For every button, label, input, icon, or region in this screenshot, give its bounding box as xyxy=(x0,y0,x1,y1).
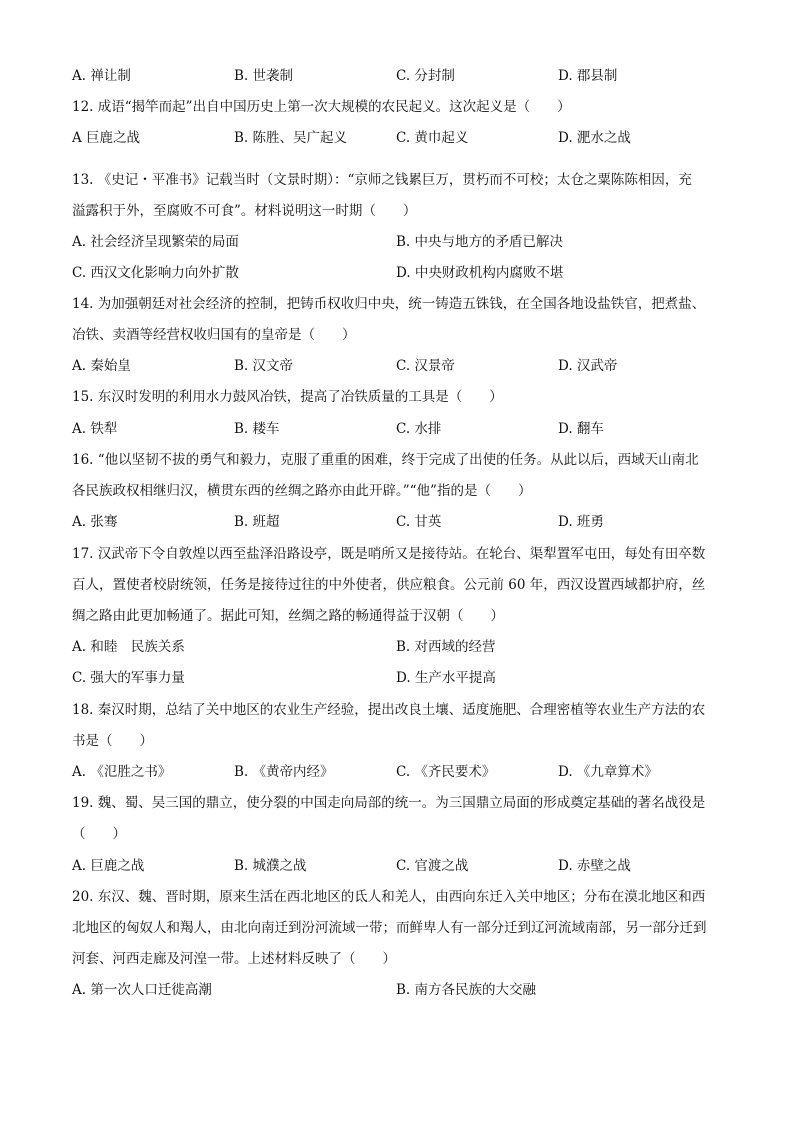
q18-option-b[interactable]: B. 《黄帝内经》 xyxy=(234,764,334,780)
q15-option-d[interactable]: D. 翻车 xyxy=(558,421,604,437)
q18-option-d[interactable]: D. 《九章算术》 xyxy=(558,764,658,780)
q13-option-a[interactable]: A. 社会经济呈现繁荣的局面 xyxy=(72,234,239,250)
q16-stem-line-2: 各民族政权相继归汉，横贯东西的丝绸之路亦由此开辟。”“他”指的是（ ） xyxy=(72,483,532,499)
q13-stem-line-2: 溢露积于外，至腐败不可食”。材料说明这一时期（ ） xyxy=(72,203,417,219)
q18-stem-line-1: 18. 秦汉时期，总结了关中地区的农业生产经验，提出改良土壤、适度施肥、合理密植等农业生产方法的农 xyxy=(72,702,706,718)
q20-options-row-1 xyxy=(72,981,732,999)
q17-option-c[interactable]: C. 强大的军事力量 xyxy=(72,670,185,686)
q12-option-d[interactable]: D. 淝水之战 xyxy=(558,130,631,146)
q15-option-c[interactable]: C. 水排 xyxy=(396,421,442,437)
q16-option-c[interactable]: C. 甘英 xyxy=(396,514,442,530)
q13-stem-line-1: 13. 《史记・平准书》记载当时（文景时期）：“京师之钱累巨万，贯朽而不可校；太仓之粟陈陈相因，充 xyxy=(72,172,692,188)
q19-option-b[interactable]: B. 城濮之战 xyxy=(234,858,307,874)
q15-options xyxy=(72,420,732,438)
q14-options xyxy=(72,357,732,375)
q13-option-c[interactable]: C. 西汉文化影响力向外扩散 xyxy=(72,265,239,281)
q13-option-b[interactable]: B. 中央与地方的矛盾已解决 xyxy=(396,234,564,250)
q20-option-b[interactable]: B. 南方各民族的大交融 xyxy=(396,982,537,998)
q11-options xyxy=(72,67,732,85)
q19-options xyxy=(72,857,732,875)
q16-option-b[interactable]: B. 班超 xyxy=(234,514,280,530)
q17-options-row-2 xyxy=(72,669,732,687)
q19-option-a[interactable]: A. 巨鹿之战 xyxy=(72,858,145,874)
q18-option-a[interactable]: A. 《氾胜之书》 xyxy=(72,764,172,780)
q12-option-a[interactable]: A 巨鹿之战 xyxy=(72,130,141,146)
q15-stem: 15. 东汉时发明的利用水力鼓风冶铁，提高了冶铁质量的工具是（ ） xyxy=(72,389,503,405)
q16-option-d[interactable]: D. 班勇 xyxy=(558,514,604,530)
q18-options xyxy=(72,763,732,781)
q14-option-a[interactable]: A. 秦始皇 xyxy=(72,358,131,374)
q20-stem-line-3: 河套、河西走廊及河湟一带。上述材料反映了（ ） xyxy=(72,951,396,967)
q16-stem-line-1: 16. “他以坚韧不拔的勇气和毅力，克服了重重的困难，终于完成了出使的任务。从此以后，西域天山南北 xyxy=(72,452,699,468)
q12-option-c[interactable]: C. 黄巾起义 xyxy=(396,130,469,146)
q17-stem-line-2: 百人，置使者校尉统领，任务是接待过往的中外使者，供应粮食。公元前 60 年，西汉设置西域都护府，丝 xyxy=(72,577,706,593)
q14-option-c[interactable]: C. 汉景帝 xyxy=(396,358,455,374)
q17-option-a[interactable]: A. 和睦 民族关系 xyxy=(72,639,185,655)
q14-stem-line-1: 14. 为加强朝廷对社会经济的控制，把铸币权收归中央，统一铸造五铢钱，在全国各地设盐铁官，把煮盐、 xyxy=(72,296,706,312)
q12-stem: 12. 成语“揭竿而起”出自中国历史上第一次大规模的农民起义。这次起义是（ ） xyxy=(72,99,571,115)
q11-option-a[interactable]: A. 禅让制 xyxy=(72,68,131,84)
q20-option-a[interactable]: A. 第一次人口迁徙高潮 xyxy=(72,982,212,998)
q16-options xyxy=(72,513,732,531)
q12-options xyxy=(72,129,732,147)
q18-option-c[interactable]: C. 《齐民要术》 xyxy=(396,764,496,780)
q11-option-d[interactable]: D. 郡县制 xyxy=(558,68,618,84)
q13-option-d[interactable]: D. 中央财政机构内腐败不堪 xyxy=(396,265,564,281)
q19-stem-line-2: （ ） xyxy=(72,826,126,842)
q14-option-d[interactable]: D. 汉武帝 xyxy=(558,358,618,374)
q15-option-a[interactable]: A. 铁犁 xyxy=(72,421,118,437)
q17-option-b[interactable]: B. 对西域的经营 xyxy=(396,639,496,655)
q14-option-b[interactable]: B. 汉文帝 xyxy=(234,358,294,374)
q13-options-row-2 xyxy=(72,264,732,282)
q17-stem-line-1: 17. 汉武帝下令自敦煌以西至盐泽沿路设亭，既是哨所又是接待站。在轮台、渠犁置军屯田，每处有田卒数 xyxy=(72,546,706,562)
q19-option-d[interactable]: D. 赤壁之战 xyxy=(558,858,631,874)
q12-option-b[interactable]: B. 陈胜、吴广起义 xyxy=(234,130,348,146)
q17-option-d[interactable]: D. 生产水平提高 xyxy=(396,670,496,686)
q17-options-row-1 xyxy=(72,638,732,656)
q19-option-c[interactable]: C. 官渡之战 xyxy=(396,858,469,874)
q20-stem-line-2: 北地区的匈奴人和羯人，由北向南迁到汾河流域一带；而鲜卑人有一部分迁到辽河流域南部，另一部分迁到 xyxy=(72,920,707,936)
q11-option-b[interactable]: B. 世袭制 xyxy=(234,68,294,84)
q20-stem-line-1: 20. 东汉、魏、晋时期，原来生活在西北地区的氐人和羌人，由西向东迁入关中地区；分布在漠北地区和西 xyxy=(72,889,706,905)
q13-options-row-1 xyxy=(72,233,732,251)
q15-option-b[interactable]: B. 耧车 xyxy=(234,421,280,437)
q17-stem-line-3: 绸之路由此更加畅通了。据此可知，丝绸之路的畅通得益于汉朝（ ） xyxy=(72,608,504,624)
q14-stem-line-2: 冶铁、卖酒等经营权收归国有的皇帝是（ ） xyxy=(72,327,356,343)
q19-stem-line-1: 19. 魏、蜀、吴三国的鼎立，使分裂的中国走向局部的统一。为三国鼎立局面的形成奠定基础的著名战役是 xyxy=(72,795,706,811)
q11-option-c[interactable]: C. 分封制 xyxy=(396,68,455,84)
q18-stem-line-2: 书是（ ） xyxy=(72,733,153,749)
q16-option-a[interactable]: A. 张骞 xyxy=(72,514,118,530)
